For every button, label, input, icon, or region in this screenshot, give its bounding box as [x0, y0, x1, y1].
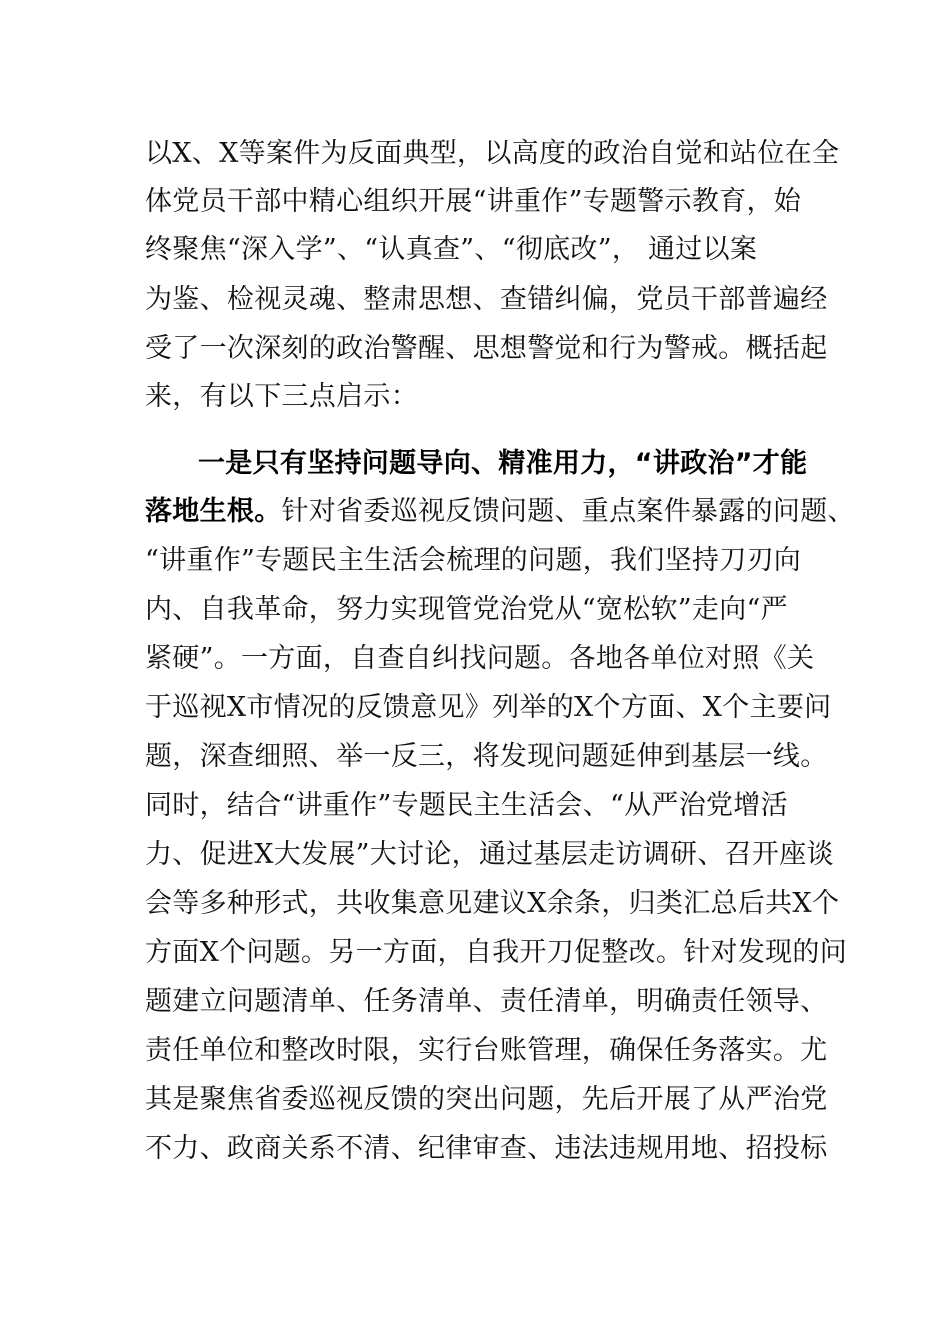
paragraph2-line-7: 题，深查细照、举一反三，将发现问题延伸到基层一线。	[145, 741, 828, 772]
paragraph2-line-2	[145, 492, 855, 532]
paragraph1-line-3: 终聚焦“深入学”、“认真查”、“彻底改”， 通过以案	[145, 234, 758, 265]
paragraph1-line-4: 为鉴、检视灵魂、整肃思想、查错纠偏，党员干部普遍经	[145, 284, 828, 315]
paragraph2-line-15: 不力、政商关系不清、纪律审查、违法违规用地、招投标	[145, 1133, 828, 1164]
paragraph2-line-6: 于巡视X市情况的反馈意见》列举的X个方面、X个主要问	[145, 692, 832, 723]
paragraph2-line-14: 其是聚焦省委巡视反馈的突出问题，先后开展了从严治党	[145, 1084, 828, 1115]
paragraph2-line-11: 方面X个问题。另一方面，自我开刀促整改。针对发现的问	[145, 937, 848, 968]
paragraph2-heading-end: 落地生根。	[145, 496, 282, 527]
paragraph2-line-10: 会等多种形式，共收集意见建议X余条，归类汇总后共X个	[145, 888, 840, 919]
paragraph1-line-5: 受了一次深刻的政治警醒、思想警觉和行为警戒。概括起	[145, 333, 828, 364]
paragraph2-line-8: 同时，结合“讲重作”专题民主生活会、“从严治党增活	[145, 790, 788, 821]
paragraph1-line-6: 来，有以下三点启示：	[145, 381, 418, 412]
paragraph2-line-13: 责任单位和整改时限，实行台账管理，确保任务落实。尤	[145, 1035, 828, 1066]
paragraph2-line-3: “讲重作”专题民主生活会梳理的问题，我们坚持刀刃向	[145, 545, 802, 576]
paragraph2-heading: 一是只有坚持问题导向、精准用力，“讲政治”才能	[198, 448, 808, 479]
paragraph2-line-5: 紧硬”。一方面，自查自纠找问题。各地各单位对照《关	[145, 643, 815, 674]
paragraph2-line-9: 力、促进X大发展”大讨论，通过基层走访调研、召开座谈	[145, 839, 834, 870]
paragraph2-line-4: 内、自我革命，努力实现管党治党从“宽松软”走向“严	[145, 594, 788, 625]
paragraph1-line-1: 以X、X等案件为反面典型，以高度的政治自觉和站位在全	[145, 138, 840, 169]
paragraph2-line-12: 题建立问题清单、任务清单、责任清单，明确责任领导、	[145, 986, 828, 1017]
paragraph2-line-2-text: 针对省委巡视反馈问题、重点案件暴露的问题、	[281, 496, 855, 527]
paragraph1-line-2: 体党员干部中精心组织开展“讲重作”专题警示教育，始	[145, 186, 802, 217]
